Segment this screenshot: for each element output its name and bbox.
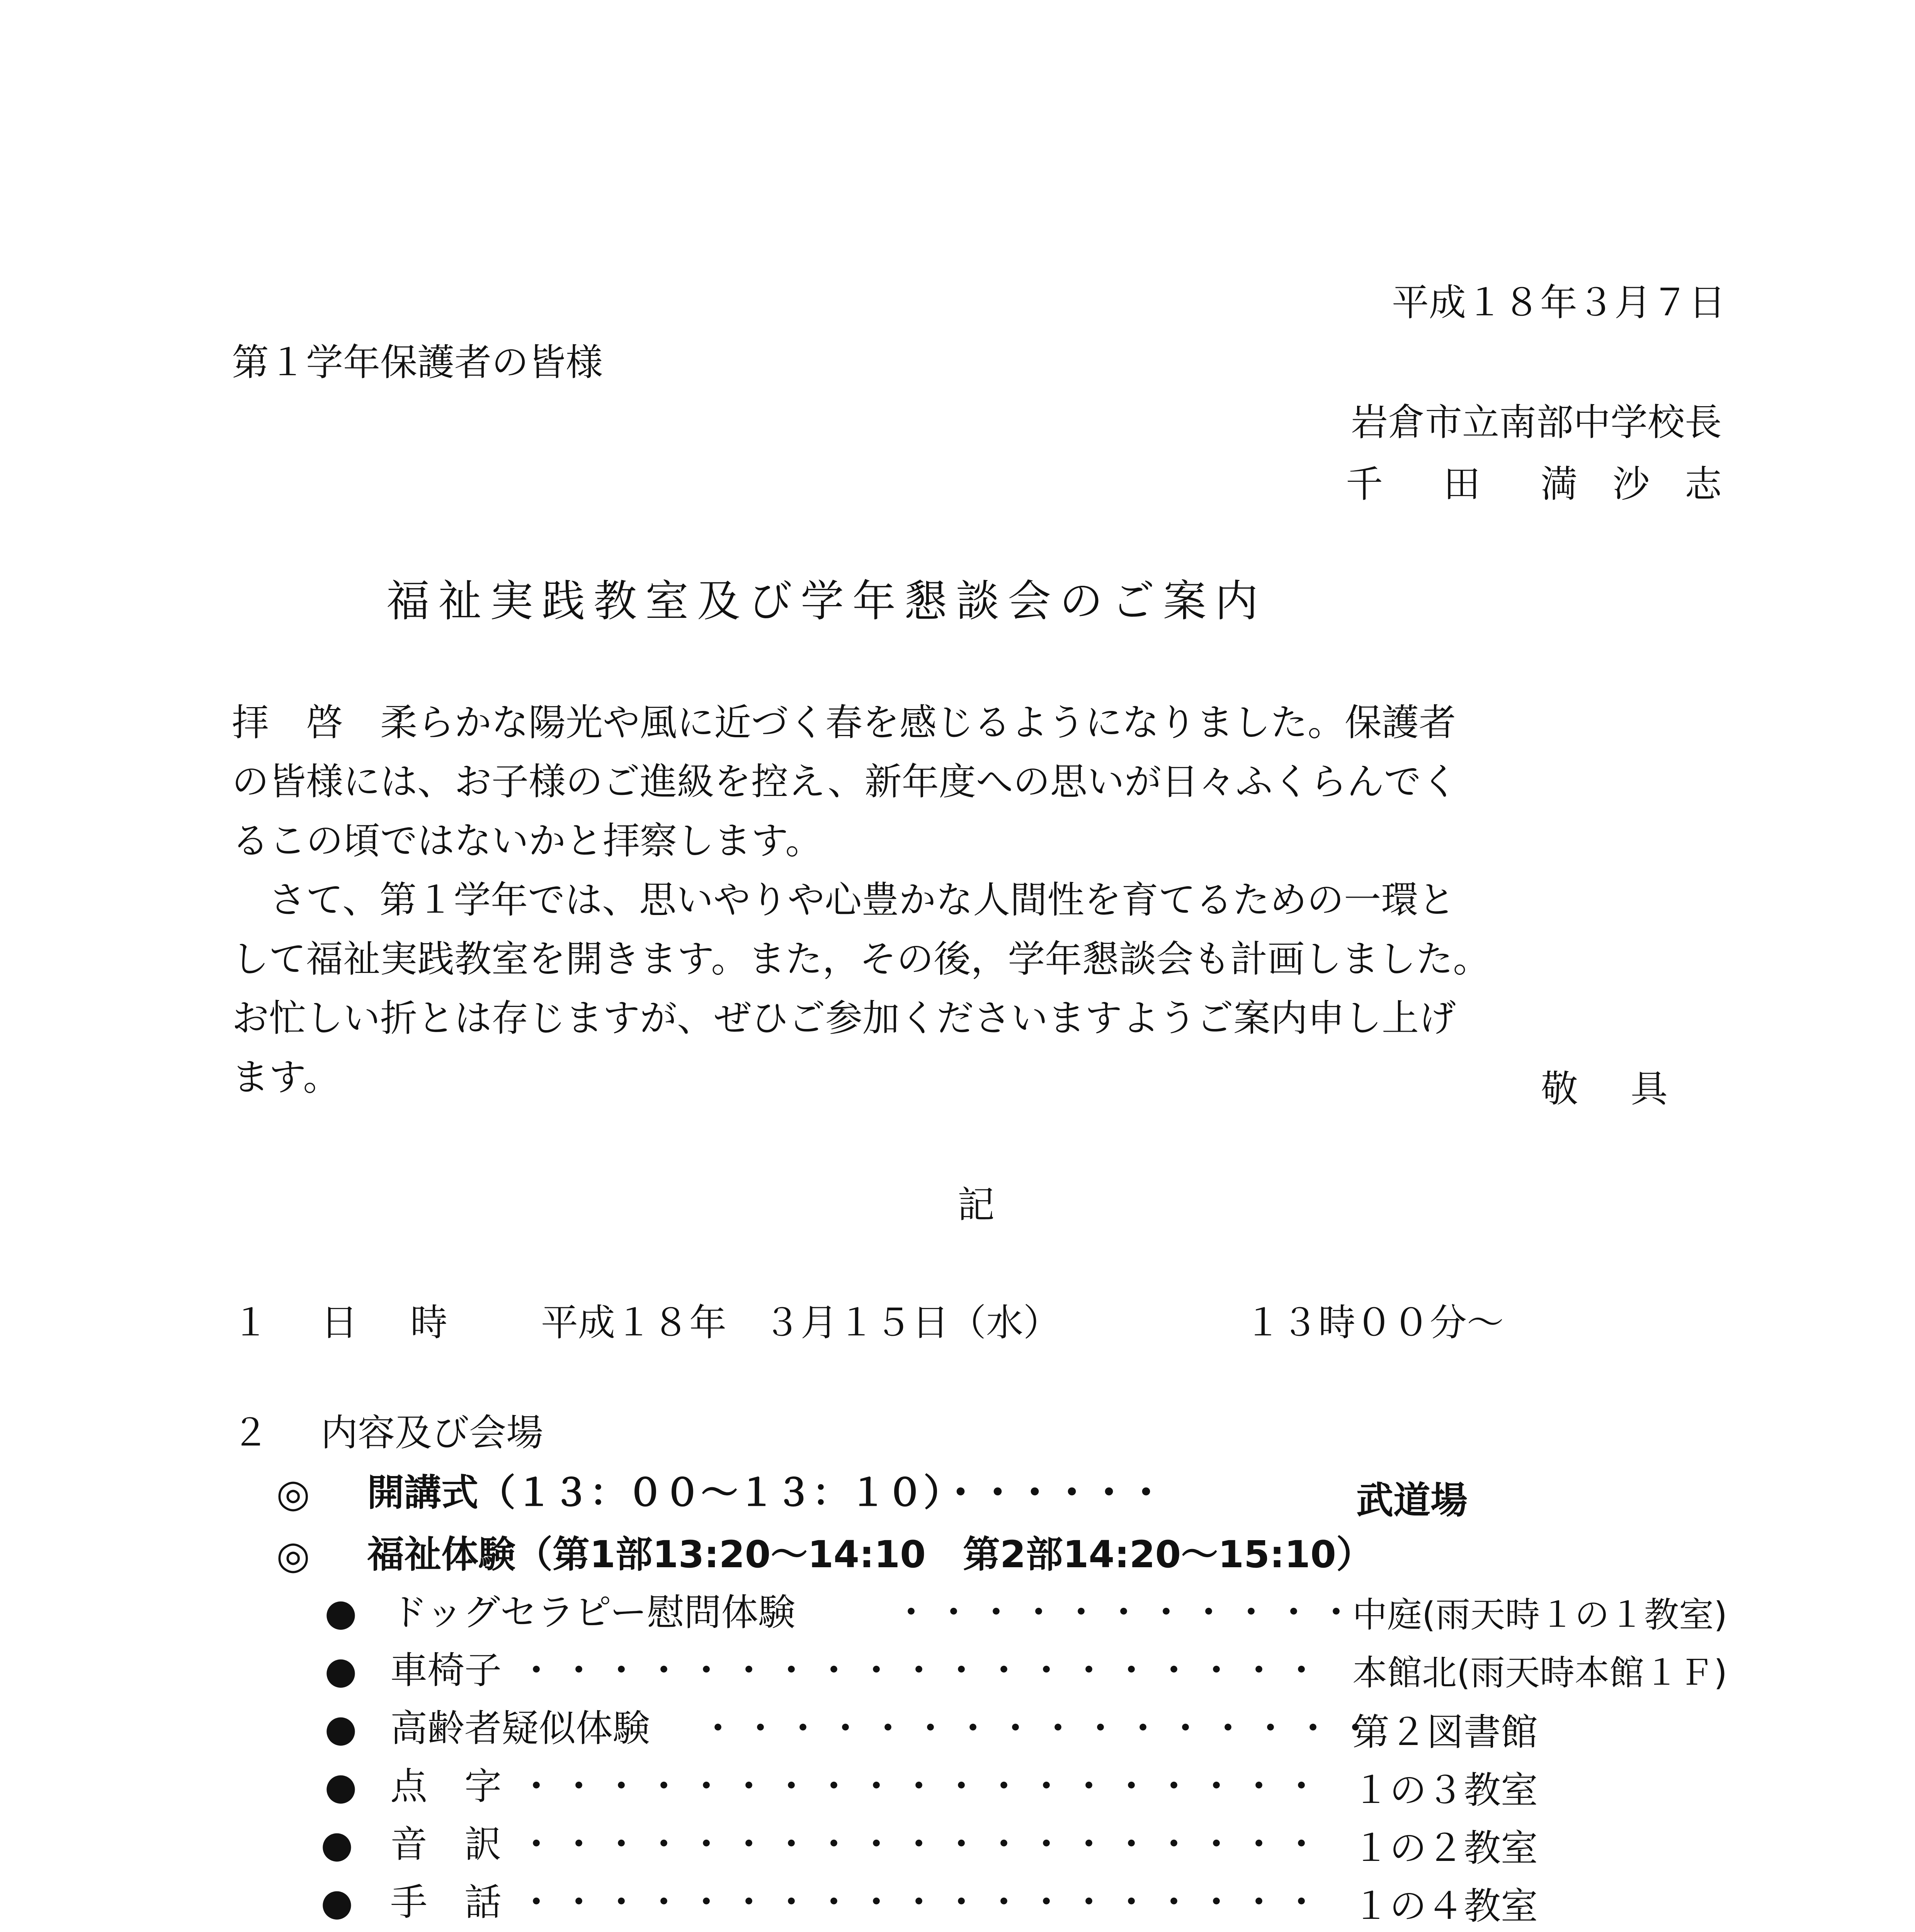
body-line: さて、第１学年では、思いやりや心豊かな人間性を育てるための一環と (232, 878, 1456, 922)
activity-place: 中庭(雨天時１の１教室) (1352, 1595, 1728, 1635)
body-line: お忙しい折とは存じますが、ぜひご参加くださいますようご案内申し上げ (232, 997, 1456, 1040)
item1-time: １３時００分～ (1244, 1301, 1504, 1344)
closing-remark: 敬 具 (1541, 1067, 1675, 1111)
welfare-experience: 福祉体験（第1部13:20～14:10 第2部14:20～15:10） (367, 1533, 1373, 1576)
bullet-icon: ● (325, 1591, 357, 1634)
bullet-icon: ● (321, 1881, 353, 1924)
item2-label: 内容及び会場 (321, 1411, 543, 1454)
bullet-icon: ● (325, 1649, 357, 1692)
activity-leader: ・・・・・・・・・・・・・・・・・・・ (518, 1649, 1325, 1692)
item1-label: 日 時 (321, 1301, 455, 1344)
activity-name: 車椅子 (390, 1649, 502, 1692)
bullet-icon: ● (321, 1823, 353, 1866)
item1-date: 平成１８年 ３月１５日（水） (541, 1301, 1060, 1344)
document-date: 平成１８年３月７日 (1392, 281, 1726, 324)
activity-name: ドッグセラピー慰問体験 (390, 1591, 796, 1634)
body-line: して福祉実践教室を開きます。また，その後，学年懇談会も計画しました。 (232, 937, 1490, 981)
body-line: るこの頃ではないかと拝察します。 (232, 819, 823, 862)
sender-name: 千 田 満 沙 志 (1345, 463, 1733, 506)
item2-number: ２ (232, 1411, 269, 1454)
item1-number: １ (232, 1301, 269, 1344)
body-line: の皆様には、お子様のご進級を控え、新年度への思いが日々ふくらんでく (232, 760, 1458, 803)
activity-name: 高齢者疑似体験 (390, 1707, 650, 1750)
double-circle-icon: ◎ (276, 1532, 310, 1578)
bullet-icon: ● (325, 1765, 357, 1808)
page-title: 福祉実践教室及び学年懇談会のご案内 (386, 576, 1267, 626)
recipient-line: 第１学年保護者の皆様 (232, 341, 603, 384)
activity-place: １の２教室 (1352, 1827, 1538, 1870)
sender-school: 岩倉市立南部中学校長 (1351, 401, 1722, 444)
activity-place: １の４教室 (1352, 1884, 1538, 1928)
activity-name: 音 訳 (390, 1823, 502, 1866)
activity-leader: ・・・・・・・・・・・・・・・・・・・ (518, 1823, 1325, 1866)
bullet-icon: ● (325, 1707, 357, 1750)
opening-ceremony: 開講式（１３：００～１３：１０）・・・・・・ (367, 1471, 1165, 1514)
ki-heading: 記 (958, 1183, 995, 1226)
opening-ceremony-place: 武道場 (1356, 1479, 1468, 1522)
activity-name: 点 字 (390, 1765, 502, 1808)
activity-place: 第２図書館 (1352, 1711, 1538, 1754)
activity-place: 本館北(雨天時本館１Ｆ) (1352, 1653, 1728, 1693)
activity-place: １の３教室 (1352, 1769, 1538, 1812)
body-line: ます。 (232, 1056, 340, 1099)
activity-leader: ・・・・・・・・・・・ (893, 1591, 1360, 1634)
double-circle-icon: ◎ (276, 1471, 310, 1516)
activity-name: 手 話 (390, 1881, 502, 1924)
activity-leader: ・・・・・・・・・・・・・・・・・・・ (518, 1765, 1325, 1808)
body-line: 拝 啓 柔らかな陽光や風に近づく春を感じるようになりました。保護者 (232, 701, 1456, 744)
activity-leader: ・・・・・・・・・・・・・・・・ (699, 1707, 1379, 1750)
activity-leader: ・・・・・・・・・・・・・・・・・・・ (518, 1881, 1325, 1924)
